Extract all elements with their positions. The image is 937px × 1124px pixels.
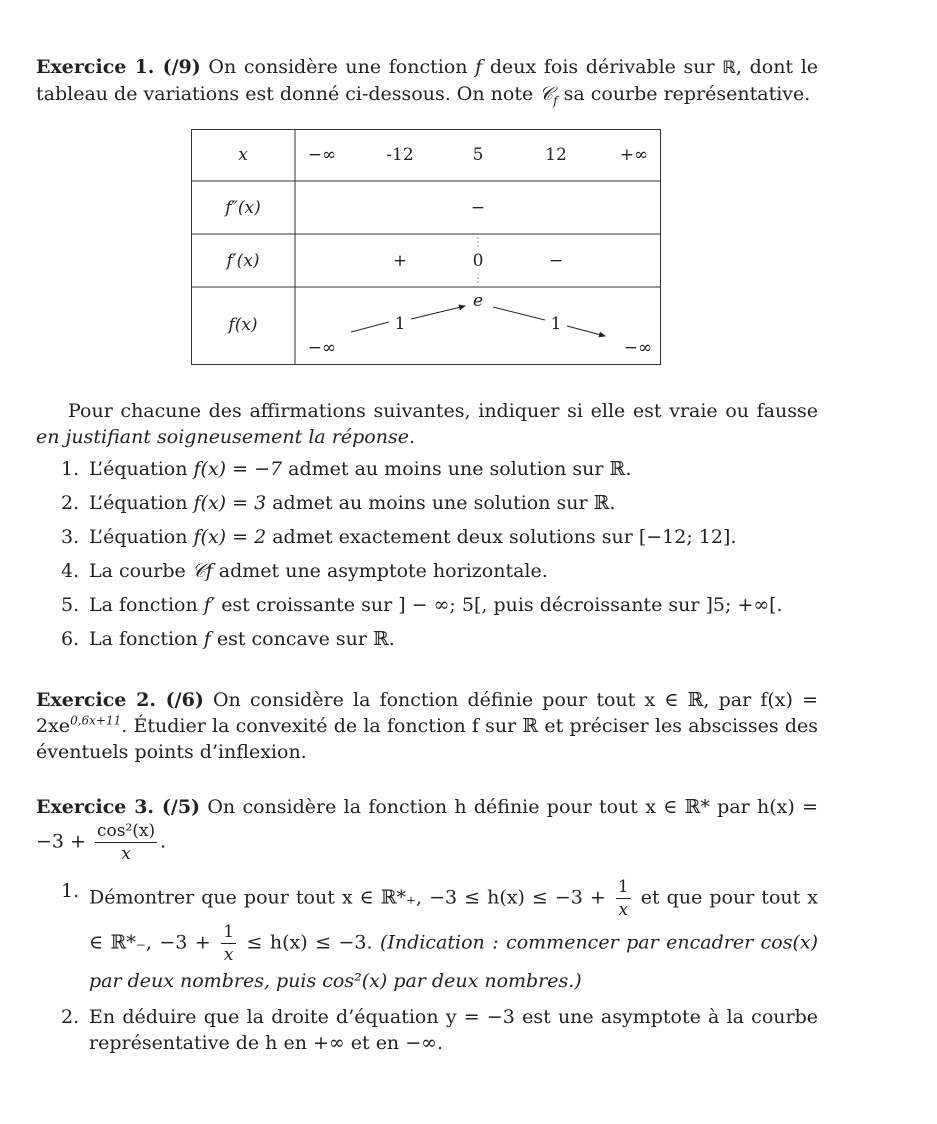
exercise-1-statement: Exercice 1. (/9) On considère une fonction f deux fois dérivable sur ℝ, dont le tableau de variations est donné ci-dessous. On note 𝒞$_f$ sa courbe représentative.	[36, 56, 819, 108]
fp-sign-right: −	[548, 251, 564, 271]
f-value-1-right: 1	[550, 314, 562, 334]
arrow-decrease-1	[493, 307, 545, 320]
row-label-f: f(x)	[228, 315, 258, 335]
f-limit-plus-inf: −∞	[623, 338, 653, 358]
arrow-increase-1	[351, 322, 389, 332]
exercise-2-statement: Exercice 2. (/6) On considère la fonction définie pour tout x ∈ ℝ, par $f(x) = 2xe^{0,6x+11}$. Étudier la convexité de la fonction f sur ℝ et préciser les abscisses des éventuels points d’inflexion.	[36, 689, 818, 763]
list-item: 4. La courbe 𝒞f admet une asymptote horizontale.	[61, 560, 548, 582]
list-item: 5. La fonction f′ est croissante sur ] − ∞; 5[, puis décroissante sur ]5; +∞[.	[61, 594, 783, 616]
x-value-5: 5	[472, 145, 484, 165]
fp-sign-left: +	[392, 251, 408, 271]
f-maximum-e: e	[472, 291, 484, 311]
fraction: $\frac{1}{x}$	[617, 877, 629, 920]
x-value-minus-inf: −∞	[307, 145, 337, 165]
page	[36, 54, 819, 1054]
variation-table-grid	[191, 129, 661, 365]
exercise-3-statement: Exercice 3. (/5) On considère la fonction h définie pour tout x ∈ ℝ* par h(x) = −3 + $\frac{\text{cos²(x)}}{x}$ .	[36, 796, 818, 864]
instructions: Pour chacune des affirmations suivantes, indiquer si elle est vraie ou fausse en justifiant soigneusement la réponse.	[36, 400, 818, 448]
row-label-x: x	[238, 145, 248, 165]
list-item: 2. En déduire que la droite d’équation y = −3 est une asymptote à la courbe représentative de h en +∞ et en −∞.	[61, 1006, 818, 1054]
x-value-plus-inf: +∞	[619, 145, 649, 165]
fraction: $\frac{1}{x}$	[223, 922, 235, 965]
list-item: 3. L’équation f(x) = 2 admet exactement deux solutions sur [−12; 12].	[61, 526, 737, 548]
fraction: $\frac{\text{cos²(x)}}{x}$	[97, 821, 156, 864]
list-item: 1. L’équation f(x) = −7 admet au moins une solution sur ℝ.	[61, 458, 632, 480]
arrow-decrease-2	[567, 326, 605, 336]
exercise-3-title: Exercice 3. (/5)	[36, 796, 201, 818]
arrow-increase-2	[411, 306, 465, 319]
exercise-3-questions	[36, 876, 818, 1064]
fpp-sign: −	[470, 198, 486, 218]
list-item: 1. Démontrer que pour tout x ∈ ℝ*₊, −3 ≤ h(x) ≤ −3 + $\frac{1}{x}$ et que pour tout x ∈ ℝ*₋, −3 + $\frac{1}{x}$ ≤ h(x) ≤ −3. (Indication : commencer par encadrer cos(x) par deux nombres, puis cos²(x) par deux nombres.)	[61, 877, 819, 992]
f-limit-minus-inf: −∞	[307, 338, 337, 358]
f-value-1-left: 1	[394, 314, 406, 334]
exercise-2-title: Exercice 2. (/6)	[36, 689, 204, 711]
list-item: 6. La fonction f est concave sur ℝ.	[61, 628, 395, 650]
exercise-1-title: Exercice 1. (/9)	[36, 56, 201, 78]
variation-table	[191, 129, 661, 365]
x-value-minus-12: -12	[386, 145, 414, 165]
row-label-fp: f′(x)	[226, 251, 260, 271]
x-value-12: 12	[545, 145, 567, 165]
fp-zero: 0	[471, 248, 486, 274]
claims-list	[36, 456, 818, 660]
list-item: 2. L’équation f(x) = 3 admet au moins une solution sur ℝ.	[61, 492, 616, 514]
row-label-fpp: f″(x)	[225, 198, 261, 218]
